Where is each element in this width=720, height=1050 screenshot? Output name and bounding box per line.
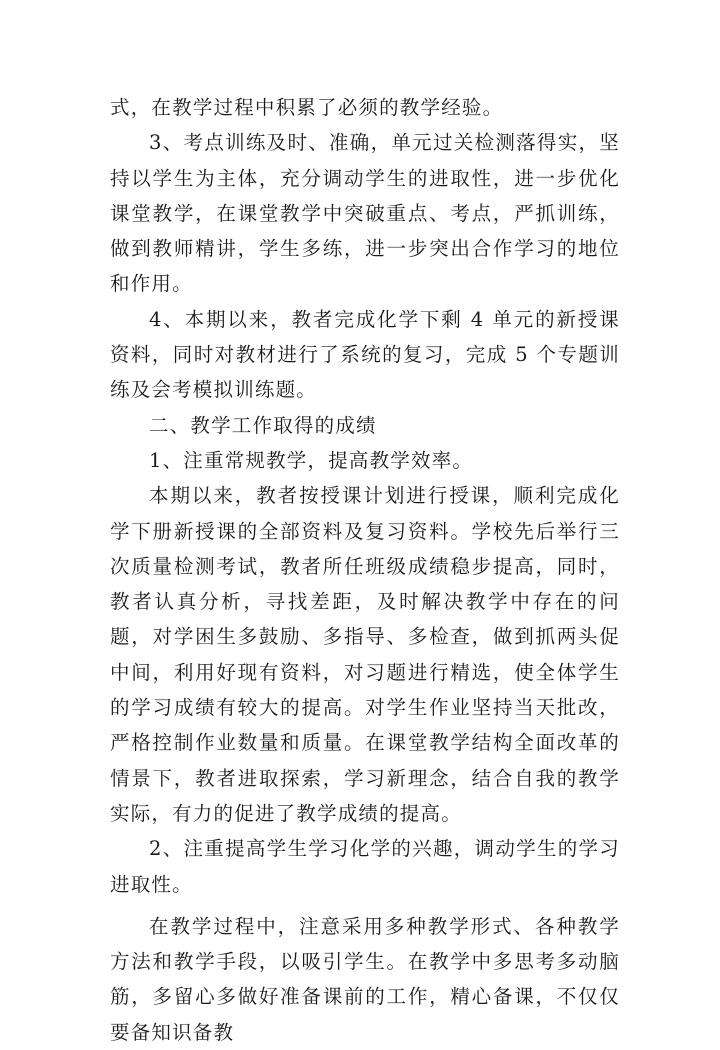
section-heading-achievements: 二、教学工作取得的成绩 xyxy=(149,413,377,437)
document-body xyxy=(110,90,620,1050)
paragraph-body-2: 在教学过程中，注意采用多种教学形式、各种教学方法和教学手段，以吸引学生。在教学中多思考多动脑筋，多留心多做好准备课前的工作，精心备课，不仅仅要备知识备教 xyxy=(110,914,620,1044)
paragraph-continuation: 式，在教学过程中积累了必须的教学经验。 xyxy=(110,96,504,119)
paragraph-item-3: 3、考点训练及时、准确，单元过关检测落得实，坚持以学生为主体，充分调动学生的进取性，进一步优化课堂教学，在课堂教学中突破重点、考点，严抓训练，做到教师精讲，学生多练，进一步突出合作学习的地位和作用。 xyxy=(110,131,620,296)
paragraph-item-4: 4、本期以来，教者完成化学下剩 4 单元的新授课资料，同时对教材进行了系统的复习，完成 5 个专题训练及会考模拟训练题。 xyxy=(110,307,620,402)
subheading-2: 2、注重提高学生学习化学的兴趣，调动学生的学习进取性。 xyxy=(110,837,620,896)
paragraph-body-1: 本期以来，教者按授课计划进行授课，顺利完成化学下册新授课的全部资料及复习资料。学校先后举行三次质量检测考试，教者所任班级成绩稳步提高，同时，教者认真分析，寻找差距，及时解决教学中存在的问题，对学困生多鼓励、多指导、多检查，做到抓两头促中间，利用好现有资料，对习题进行精选，使全体学生的学习成绩有较大的提高。对学生作业坚持当天批改，严格控制作业数量和质量。在课堂教学结构全面改革的情景下，教者进取探索，学习新理念，结合自我的教学实际，有力的促进了教学成绩的提高。 xyxy=(110,484,620,825)
subheading-1: 1、注重常规教学，提高教学效率。 xyxy=(149,448,474,472)
